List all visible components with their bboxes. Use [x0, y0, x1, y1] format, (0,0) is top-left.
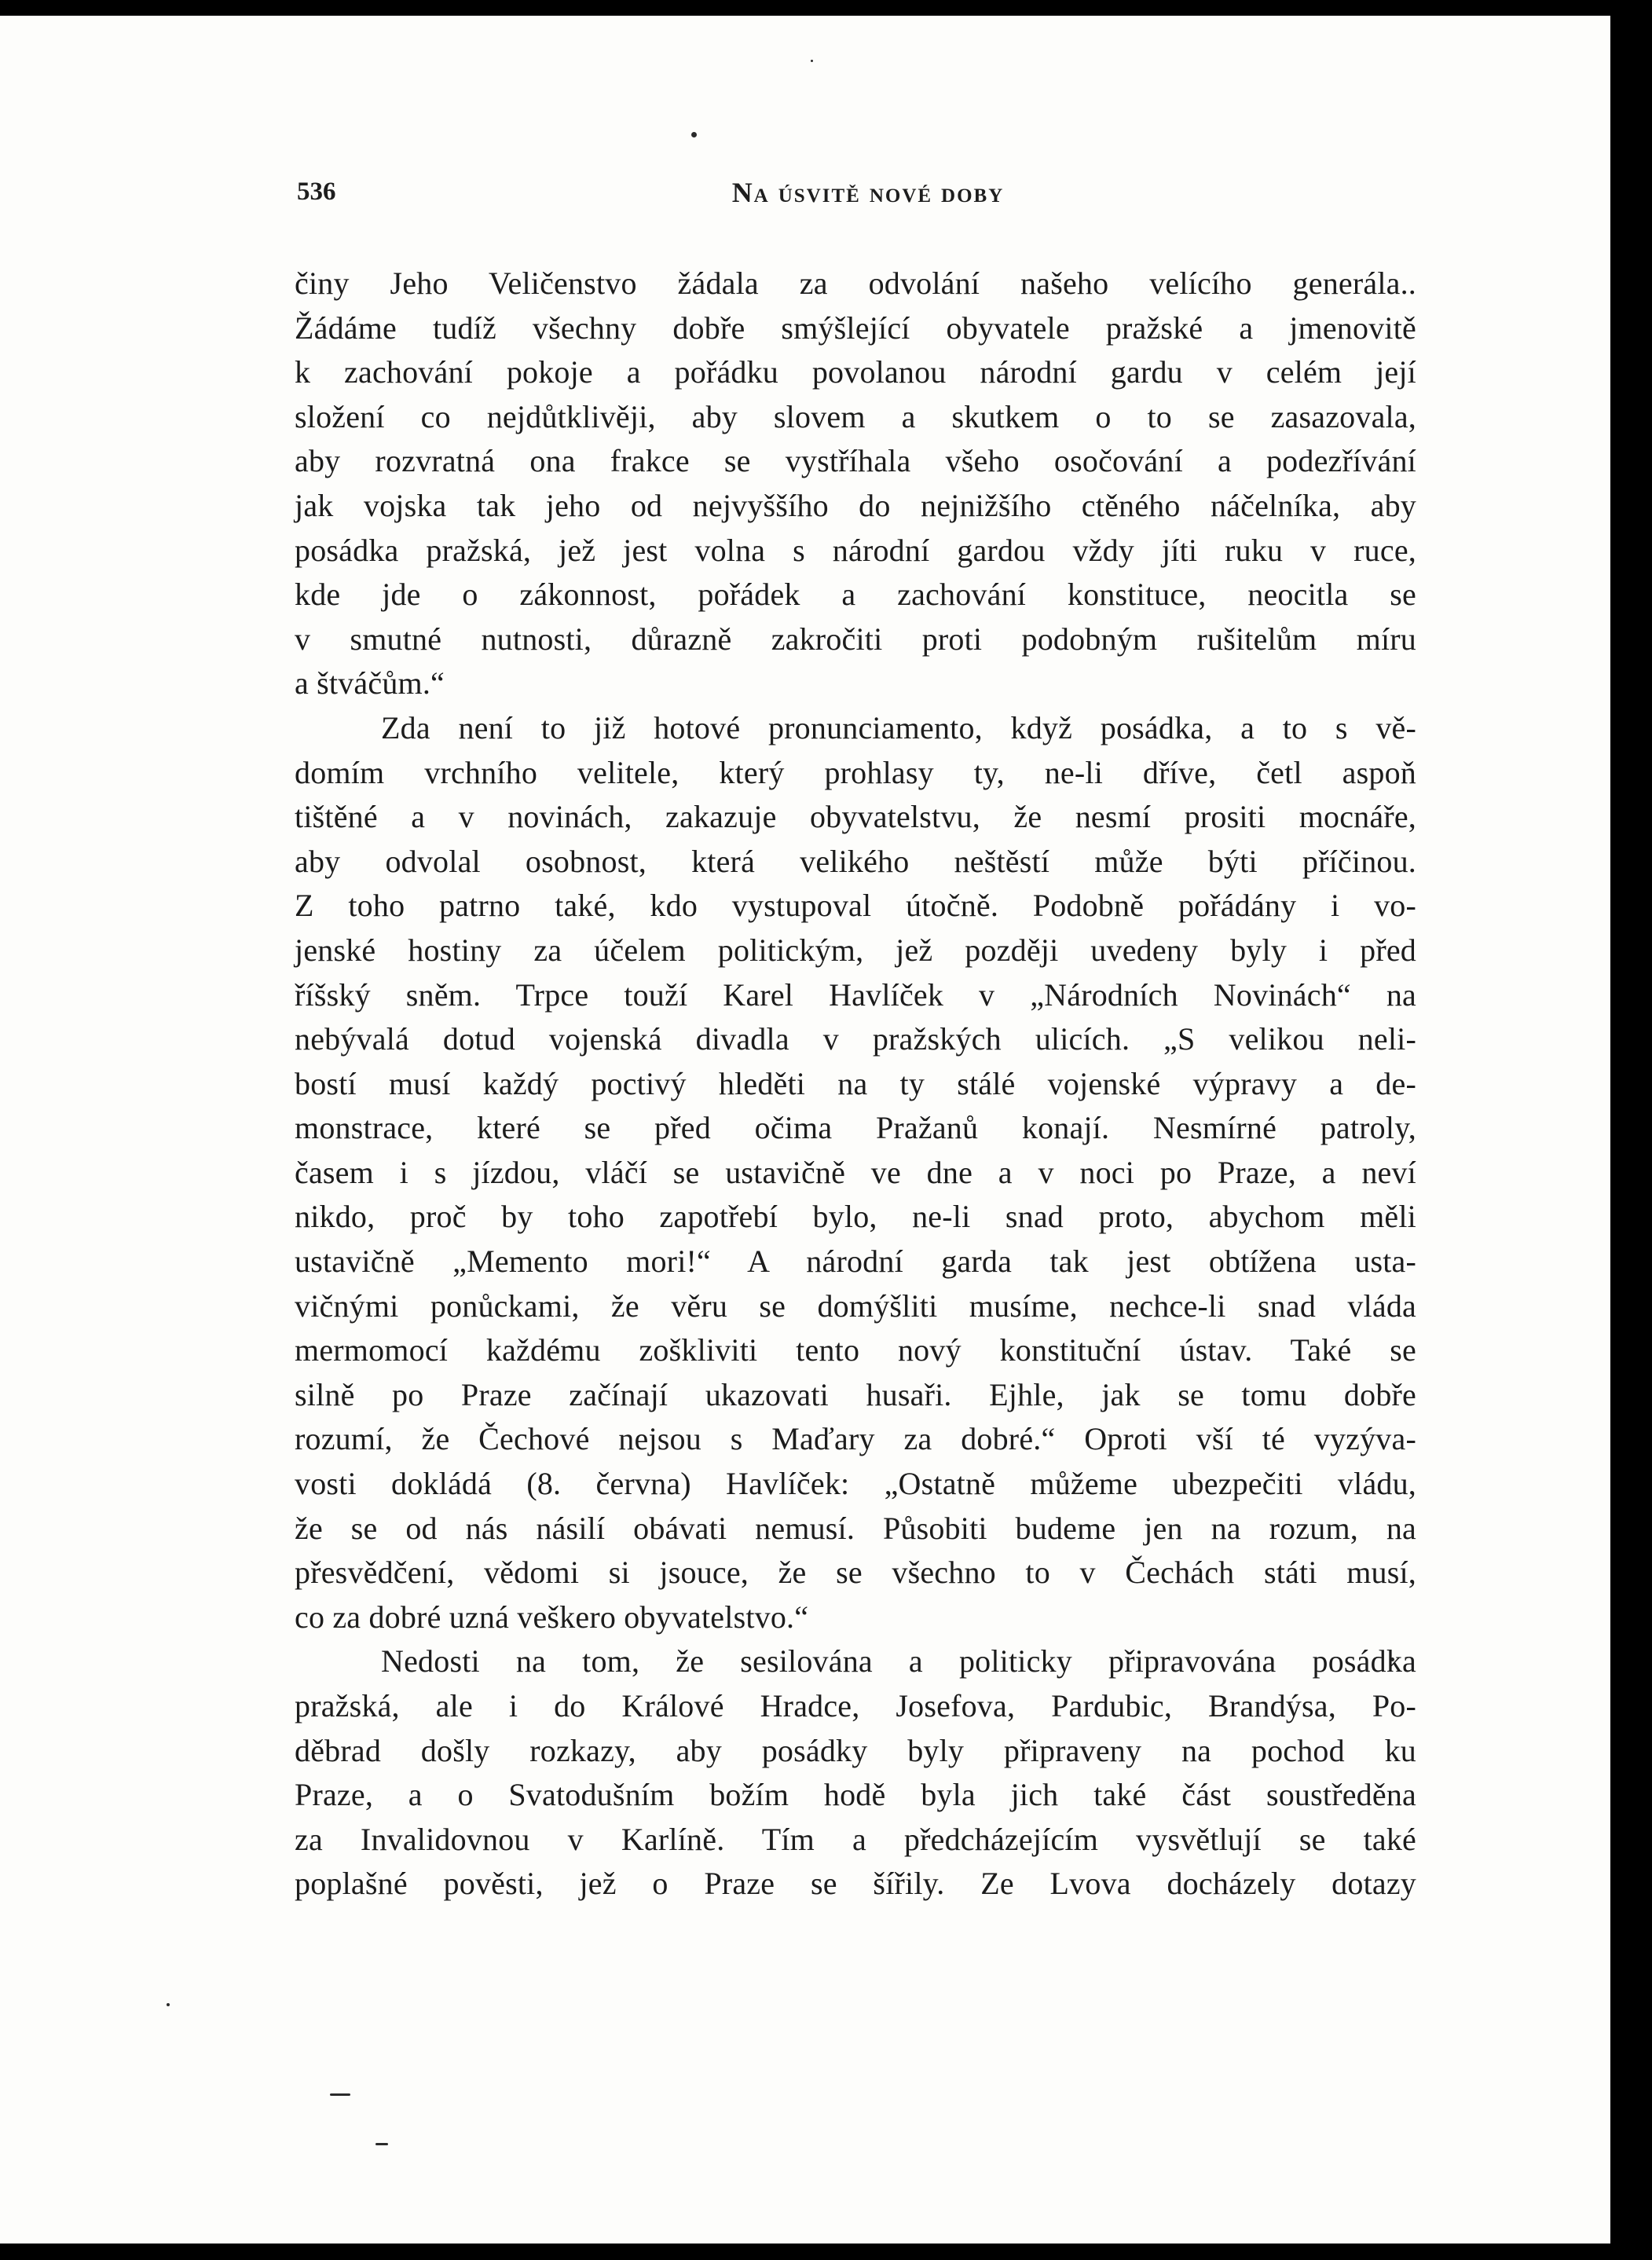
text-line: Nedosti na tom, že sesilována a politicky připravována posádka [381, 1643, 1416, 1679]
text-line: aby odvolal osobnost, která velikého neštěstí může býti příčinou. [295, 843, 1416, 879]
text-line: děbrad došly rozkazy, aby posádky byly připraveny na pochod ku [295, 1732, 1416, 1768]
text-line: nikdo, proč by toho zapotřebí bylo, ne-li snad proto, abychom měli [295, 1199, 1416, 1235]
text-line: činy Jeho Veličenstvo žádala za odvolání našeho velícího generála.. [295, 266, 1416, 301]
text-line: přesvědčení, vědomi si jsouce, že se všechno to v Čechách státi musí, [295, 1555, 1416, 1591]
page-number: 536 [297, 178, 336, 206]
page-speck [691, 132, 697, 137]
text-line: Zda není to již hotové pronunciamento, když posádka, a to s vě- [381, 709, 1416, 745]
text-line: aby rozvratná ona frakce se vystříhala všeho osočování a podezřívání [295, 443, 1416, 479]
text-line: kde jde o zákonnost, pořádek a zachování konstituce, neocitla se [295, 577, 1416, 613]
text-line: co za dobré uzná veškero obyvatelstvo.“ [295, 1599, 809, 1635]
page-header [291, 167, 1445, 229]
text-line: vičnými ponůckami, že věru se domýšliti musíme, nechce-li snad vláda [295, 1288, 1416, 1324]
text-line: domím vrchního velitele, který prohlasy ty, ne-li dříve, četl aspoň [295, 754, 1416, 790]
text-line: rozumí, že Čechové nejsou s Maďary za dobré.“ Oproti vší té vyzýva- [295, 1421, 1416, 1457]
text-line: poplašné pověsti, jež o Praze se šířily. Ze Lvova docházely dotazy [295, 1866, 1416, 1902]
text-line: posádka pražská, jež jest volna s národní gardou vždy jíti ruku v ruce, [295, 532, 1416, 568]
page-speck [375, 2143, 388, 2145]
text-line: že se od nás násilí obávati nemusí. Působiti budeme jen na rozum, na [295, 1510, 1416, 1546]
text-line: tištěné a v novinách, zakazuje obyvatelstvu, že nesmí prositi mocnáře, [295, 799, 1416, 835]
text-line: a štváčům.“ [295, 665, 445, 701]
text-line: jenské hostiny za účelem politickým, jež později uvedeny byly i před [295, 932, 1416, 968]
page-speck [330, 2093, 350, 2096]
text-line: jak vojska tak jeho od nejvyššího do nejnižšího ctěného náčelníka, aby [295, 487, 1416, 523]
text-line: za Invalidovnou v Karlíně. Tím a předcházejícím vysvětlují se také [295, 1821, 1416, 1857]
text-line: silně po Praze začínají ukazovati husaři. Ejhle, jak se tomu dobře [295, 1376, 1416, 1412]
text-line: vosti dokládá (8. června) Havlíček: „Ostatně můžeme ubezpečiti vládu, [295, 1466, 1416, 1502]
running-title: Na úsvitě nové doby [731, 177, 1005, 208]
text-line: časem i s jízdou, vláčí se ustavičně ve dne a v noci po Praze, a neví [295, 1154, 1416, 1190]
body-text [295, 262, 1416, 1907]
text-line: Z toho patrno také, kdo vystupoval útočně. Podobně pořádány i vo- [295, 888, 1416, 924]
text-line: složení co nejdůtklivěji, aby slovem a skutkem o to se zasazovala, [295, 398, 1416, 434]
text-line: k zachování pokoje a pořádku povolanou národní gardu v celém její [295, 354, 1416, 390]
text-line: monstrace, které se před očima Pražanů konají. Nesmírné patroly, [295, 1110, 1416, 1146]
page-speck [811, 60, 813, 62]
scan-border [1610, 0, 1652, 2260]
text-line: říšský sněm. Trpce touží Karel Havlíček v „Národních Novinách“ na [295, 976, 1416, 1013]
text-line: nebývalá dotud vojenská divadla v pražských ulicích. „S velikou neli- [295, 1021, 1416, 1057]
text-line: bostí musí každý poctivý hleděti na ty stálé vojenské výpravy a de- [295, 1065, 1416, 1101]
text-line: Praze, a o Svatodušním božím hodě byla jich také část soustředěna [295, 1777, 1416, 1813]
text-line: Žádáme tudíž všechny dobře smýšlející obyvatele pražské a jmenovitě [295, 310, 1416, 346]
page-speck [167, 2003, 170, 2006]
text-line: mermomocí každému zoškliviti tento nový konstituční ústav. Také se [295, 1332, 1416, 1368]
text-line: v smutné nutnosti, důrazně zakročiti proti podobným rušitelům míru [295, 621, 1416, 657]
text-line: pražská, ale i do Králové Hradce, Josefova, Pardubic, Brandýsa, Po- [295, 1688, 1416, 1723]
text-line: ustavičně „Memento mori!“ A národní garda tak jest obtížena usta- [295, 1244, 1416, 1280]
book-page [0, 16, 1610, 2244]
